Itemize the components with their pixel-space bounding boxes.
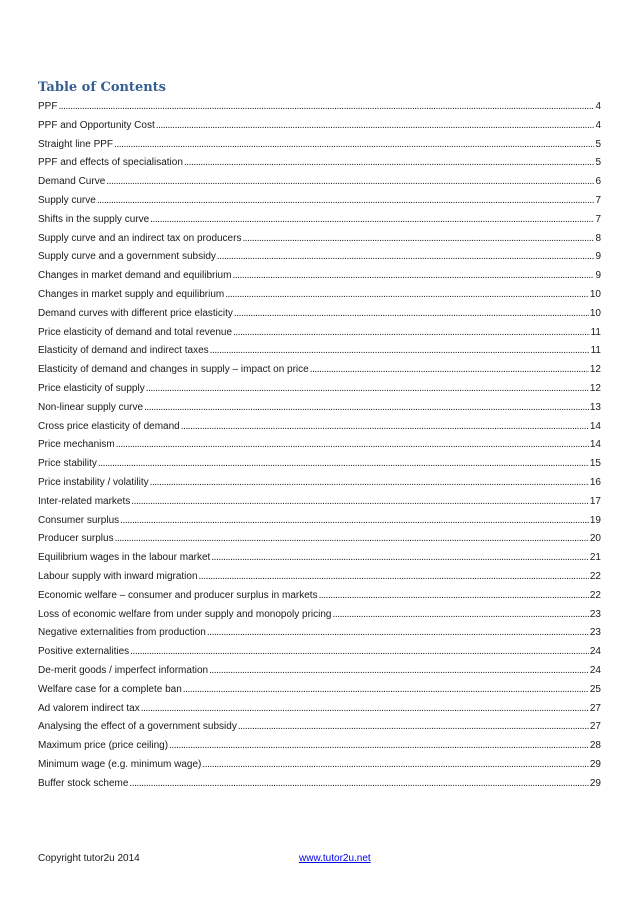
toc-entry-page-number: 4 <box>595 119 601 131</box>
toc-entry-label: Economic welfare – consumer and producer surplus in markets <box>38 589 318 601</box>
toc-dot-leader <box>146 383 589 394</box>
toc-dot-leader <box>199 571 589 582</box>
toc-entry-page-number: 23 <box>589 627 601 639</box>
toc-entry-page-number: 4 <box>595 101 601 112</box>
toc-entry-label: PPF <box>38 101 58 112</box>
toc-entry-page-number: 27 <box>589 702 601 714</box>
toc-entry[interactable] <box>38 345 601 364</box>
toc-entry-label: Ad valorem indirect tax <box>38 702 140 714</box>
toc-entry-page-number: 14 <box>589 420 601 432</box>
toc-entry[interactable] <box>38 383 601 402</box>
toc-title: Table of Contents <box>38 80 166 95</box>
toc-entry-page-number: 15 <box>589 458 601 470</box>
toc-dot-leader <box>120 515 589 526</box>
toc-entry[interactable] <box>38 402 601 421</box>
toc-entry[interactable] <box>38 308 601 327</box>
toc-entry[interactable] <box>38 176 601 195</box>
toc-entry[interactable] <box>38 251 601 270</box>
toc-entry-label: Labour supply with inward migration <box>38 570 198 582</box>
toc-dot-leader <box>207 627 589 638</box>
toc-entry[interactable] <box>38 195 601 214</box>
toc-dot-leader <box>238 721 589 732</box>
toc-entry-label: Consumer surplus <box>38 514 120 526</box>
toc-dot-leader <box>183 684 589 695</box>
toc-entry-label: Welfare case for a complete ban <box>38 683 182 695</box>
toc-entry[interactable] <box>38 552 601 571</box>
toc-dot-leader <box>144 402 589 413</box>
toc-dot-leader <box>319 590 589 601</box>
toc-entry[interactable] <box>38 759 601 778</box>
toc-entry-page-number: 23 <box>589 608 601 620</box>
toc-entry[interactable] <box>38 327 601 346</box>
toc-entry-label: Loss of economic welfare from under supply and monopoly pricing <box>38 608 332 620</box>
toc-dot-leader <box>242 233 594 244</box>
toc-entry[interactable] <box>38 458 601 477</box>
toc-entry-label: Demand Curve <box>38 176 106 188</box>
toc-entry-page-number: 5 <box>595 157 601 169</box>
toc-dot-leader <box>150 214 594 225</box>
toc-entry[interactable] <box>38 120 601 139</box>
toc-dot-leader <box>58 101 594 112</box>
toc-entry-label: Elasticity of demand and indirect taxes <box>38 345 209 357</box>
toc-entry[interactable] <box>38 101 601 120</box>
toc-dot-leader <box>210 345 590 356</box>
toc-dot-leader <box>184 157 595 168</box>
toc-entry[interactable] <box>38 139 601 158</box>
toc-entry-label: Supply curve <box>38 194 96 206</box>
toc-entry-page-number: 22 <box>589 589 601 601</box>
toc-entry[interactable] <box>38 233 601 252</box>
toc-entry[interactable] <box>38 515 601 534</box>
toc-entry-label: Negative externalities from production <box>38 627 206 639</box>
toc-entry[interactable] <box>38 609 601 628</box>
toc-dot-leader <box>333 609 589 620</box>
toc-entry-page-number: 13 <box>589 401 601 413</box>
toc-entry-page-number: 17 <box>589 495 601 507</box>
toc-entry-page-number: 6 <box>595 176 601 188</box>
footer-website-link[interactable]: www.tutor2u.net <box>299 853 371 864</box>
toc-entry[interactable] <box>38 439 601 458</box>
toc-entry-label: Price elasticity of supply <box>38 382 145 394</box>
toc-entry[interactable] <box>38 364 601 383</box>
toc-dot-leader <box>225 289 589 300</box>
toc-entry-label: Elasticity of demand and changes in supply – impact on price <box>38 364 309 376</box>
toc-entry-label: De-merit goods / imperfect information <box>38 664 209 676</box>
toc-entry[interactable] <box>38 214 601 233</box>
toc-entry-label: Buffer stock scheme <box>38 777 129 789</box>
toc-entry[interactable] <box>38 496 601 515</box>
toc-entry-page-number: 19 <box>589 514 601 526</box>
toc-entry-page-number: 16 <box>589 476 601 488</box>
toc-entry-page-number: 21 <box>589 552 601 564</box>
toc-entry-label: Straight line PPF <box>38 138 114 150</box>
toc-entry[interactable] <box>38 740 601 759</box>
toc-entry-page-number: 9 <box>595 270 601 282</box>
toc-entry-label: Changes in market supply and equilibrium <box>38 288 225 300</box>
toc-dot-leader <box>310 364 589 375</box>
toc-dot-leader <box>114 139 594 150</box>
toc-entry-page-number: 29 <box>589 758 601 770</box>
toc-dot-leader <box>232 270 594 281</box>
toc-entry-label: Minimum wage (e.g. minimum wage) <box>38 758 202 770</box>
toc-entry-label: Equilibrium wages in the labour market <box>38 552 211 564</box>
toc-dot-leader <box>156 120 595 131</box>
toc-entry-label: PPF and effects of specialisation <box>38 157 183 169</box>
toc-dot-leader <box>181 421 589 432</box>
toc-entry-page-number: 20 <box>589 533 601 545</box>
toc-entry[interactable] <box>38 533 601 552</box>
toc-entry-label: Positive externalities <box>38 646 130 658</box>
toc-entry-label: Changes in market demand and equilibrium <box>38 270 232 282</box>
toc-entry-label: Non-linear supply curve <box>38 401 144 413</box>
toc-entry-label: Cross price elasticity of demand <box>38 420 180 432</box>
toc-entry-label: Price instability / volatility <box>38 476 149 488</box>
toc-dot-leader <box>116 439 589 450</box>
toc-dot-leader <box>129 778 588 789</box>
toc-entry-page-number: 10 <box>589 288 601 300</box>
toc-entry[interactable] <box>38 778 601 797</box>
footer-copyright: Copyright tutor2u 2014 <box>38 853 140 864</box>
toc-entry[interactable] <box>38 421 601 440</box>
toc-dot-leader <box>131 496 589 507</box>
toc-entry[interactable] <box>38 289 601 308</box>
toc-entry-label: Supply curve and a government subsidy <box>38 251 216 263</box>
toc-entry-label: Producer surplus <box>38 533 114 545</box>
toc-entry[interactable] <box>38 590 601 609</box>
toc-entry-label: Supply curve and an indirect tax on producers <box>38 232 242 244</box>
toc-entry[interactable] <box>38 477 601 496</box>
toc-dot-leader <box>209 665 589 676</box>
toc-entry-page-number: 10 <box>589 307 601 319</box>
toc-dot-leader <box>169 740 589 751</box>
toc-entry-page-number: 12 <box>589 364 601 376</box>
toc-dot-leader <box>217 251 595 262</box>
toc-entry[interactable] <box>38 571 601 590</box>
toc-entry-page-number: 5 <box>595 138 601 150</box>
toc-entry-page-number: 11 <box>590 345 601 357</box>
toc-entry-label: Analysing the effect of a government subsidy <box>38 721 237 733</box>
toc-dot-leader <box>97 195 595 206</box>
toc-entry-page-number: 24 <box>589 664 601 676</box>
toc-entry-page-number: 11 <box>590 326 601 338</box>
toc-entry-page-number: 24 <box>589 646 601 658</box>
toc-entry-label: PPF and Opportunity Cost <box>38 119 155 131</box>
toc-entry[interactable] <box>38 270 601 289</box>
toc-entry-page-number: 14 <box>589 439 601 451</box>
toc-entry-label: Demand curves with different price elasticity <box>38 307 233 319</box>
toc-entry-page-number: 25 <box>589 683 601 695</box>
toc-entry-label: Price mechanism <box>38 439 115 451</box>
toc-entry[interactable] <box>38 684 601 703</box>
toc-list <box>38 101 601 796</box>
toc-dot-leader <box>211 552 589 563</box>
toc-dot-leader <box>233 327 590 338</box>
toc-dot-leader <box>106 176 594 187</box>
toc-entry-page-number: 22 <box>589 570 601 582</box>
toc-dot-leader <box>234 308 589 319</box>
toc-entry-page-number: 8 <box>595 232 601 244</box>
toc-entry-page-number: 28 <box>589 740 601 752</box>
toc-entry[interactable] <box>38 721 601 740</box>
toc-dot-leader <box>150 477 589 488</box>
toc-entry[interactable] <box>38 627 601 646</box>
toc-entry-page-number: 9 <box>595 251 601 263</box>
toc-entry-label: Inter-related markets <box>38 495 131 507</box>
toc-entry[interactable] <box>38 646 601 665</box>
toc-entry[interactable] <box>38 157 601 176</box>
toc-dot-leader <box>202 759 588 770</box>
toc-dot-leader <box>141 703 589 714</box>
toc-entry-label: Shifts in the supply curve <box>38 213 150 225</box>
toc-dot-leader <box>98 458 589 469</box>
toc-entry-label: Price stability <box>38 458 97 470</box>
toc-dot-leader <box>115 533 589 544</box>
toc-entry-page-number: 29 <box>589 777 601 789</box>
toc-entry-label: Maximum price (price ceiling) <box>38 740 169 752</box>
toc-entry[interactable] <box>38 665 601 684</box>
toc-entry-page-number: 12 <box>589 382 601 394</box>
toc-entry-page-number: 27 <box>589 721 601 733</box>
toc-entry-page-number: 7 <box>595 194 601 206</box>
toc-entry-page-number: 7 <box>595 213 601 225</box>
toc-entry-label: Price elasticity of demand and total revenue <box>38 326 232 338</box>
toc-entry[interactable] <box>38 703 601 722</box>
toc-dot-leader <box>130 646 589 657</box>
